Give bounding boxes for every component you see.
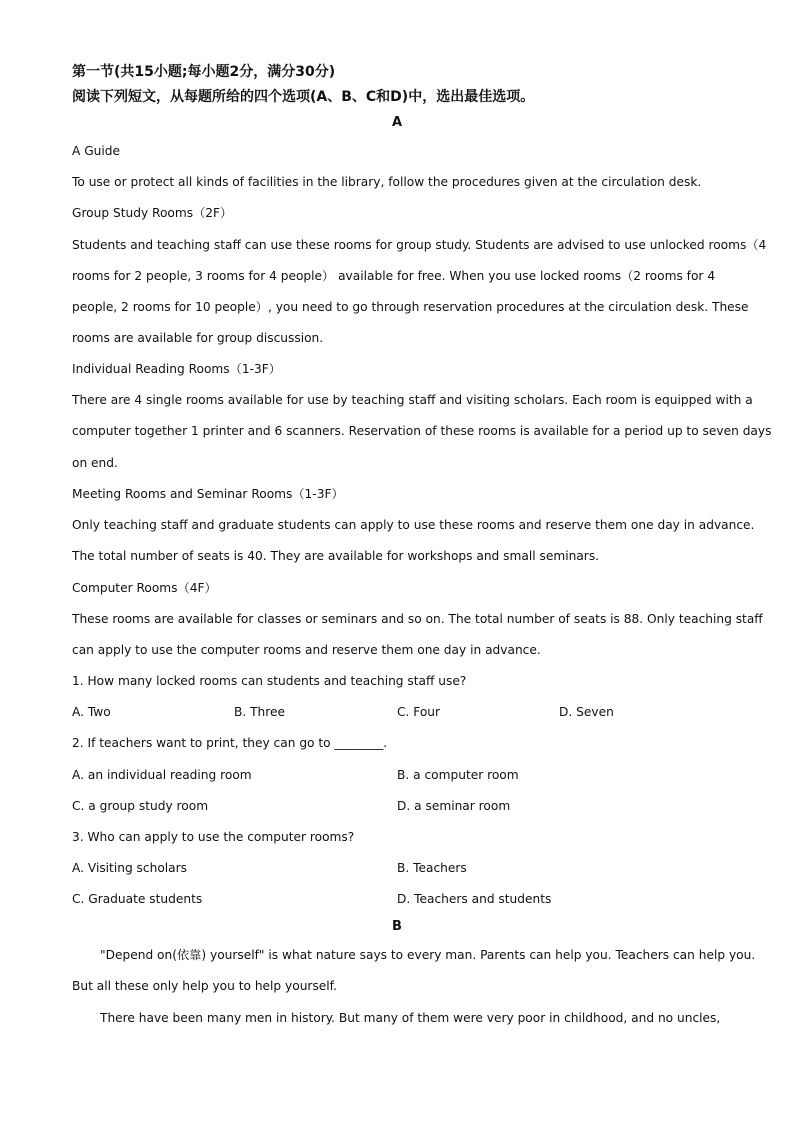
question-2-option-d[interactable]: D. a seminar room <box>397 799 511 813</box>
computer-rooms-heading: Computer Rooms（4F） <box>72 581 217 595</box>
individual-reading-line: computer together 1 printer and 6 scanners. Reservation of these rooms is available for a period up to seven days <box>72 424 772 438</box>
question-2-option-a[interactable]: A. an individual reading room <box>72 768 252 782</box>
question-3-option-d[interactable]: D. Teachers and students <box>397 892 552 906</box>
individual-reading-line: There are 4 single rooms available for use by teaching staff and visiting scholars. Each room is equipped with a <box>72 393 753 407</box>
question-3-option-a[interactable]: A. Visiting scholars <box>72 861 188 875</box>
question-1: 1. How many locked rooms can students and teaching staff use? <box>72 674 467 688</box>
group-study-line: rooms for 2 people, 3 rooms for 4 people） available for free. When you use locked rooms（2 rooms for 4 <box>72 269 716 283</box>
passage-a-letter: A <box>391 115 403 130</box>
instruction-text: 阅读下列短文，从每题所给的四个选项(A、B、C和D)中，选出最佳选项。 <box>72 89 535 105</box>
individual-reading-heading: Individual Reading Rooms（1-3F） <box>72 362 281 376</box>
passage-b-line: "Depend on(依靠) yourself" is what nature says to every man. Parents can help you. Teachers can help you. <box>100 948 756 962</box>
question-1-option-b[interactable]: B. Three <box>234 705 286 719</box>
passage-b-line: But all these only help you to help yourself. <box>72 979 337 993</box>
passage-b-line: There have been many men in history. But many of them were very poor in childhood, and no uncles, <box>100 1011 721 1025</box>
meeting-rooms-heading: Meeting Rooms and Seminar Rooms（1-3F） <box>72 487 344 501</box>
meeting-rooms-line: Only teaching staff and graduate students can apply to use these rooms and reserve them one day in advance. <box>72 518 755 532</box>
group-study-line: rooms are available for group discussion. <box>72 331 324 345</box>
question-1-option-c[interactable]: C. Four <box>397 705 441 719</box>
passage-a-title: A Guide <box>72 144 121 158</box>
question-3-option-c[interactable]: C. Graduate students <box>72 892 203 906</box>
group-study-line: Students and teaching staff can use these rooms for group study. Students are advised to use unlocked rooms（4 <box>72 238 767 252</box>
group-study-heading: Group Study Rooms（2F） <box>72 206 233 220</box>
question-2-option-c[interactable]: C. a group study room <box>72 799 209 813</box>
group-study-line: people, 2 rooms for 10 people）, you need to go through reservation procedures at the circulation desk. These <box>72 300 749 314</box>
section-title: 第一节(共15小题;每小题2分，满分30分) <box>72 64 336 80</box>
question-3-option-b[interactable]: B. Teachers <box>397 861 467 875</box>
question-2-option-b[interactable]: B. a computer room <box>397 768 519 782</box>
passage-b-letter: B <box>392 919 402 934</box>
question-1-option-d[interactable]: D. Seven <box>559 705 614 719</box>
computer-rooms-line: These rooms are available for classes or seminars and so on. The total number of seats is 88. Only teaching staff <box>72 612 763 626</box>
computer-rooms-line: can apply to use the computer rooms and reserve them one day in advance. <box>72 643 541 657</box>
question-2: 2. If teachers want to print, they can go to ________. <box>72 736 388 750</box>
passage-a-intro: To use or protect all kinds of facilities in the library, follow the procedures given at the circulation desk. <box>72 175 702 189</box>
question-3: 3. Who can apply to use the computer rooms? <box>72 830 355 844</box>
individual-reading-line: on end. <box>72 456 118 470</box>
meeting-rooms-line: The total number of seats is 40. They are available for workshops and small seminars. <box>72 549 600 563</box>
question-1-option-a[interactable]: A. Two <box>72 705 111 719</box>
